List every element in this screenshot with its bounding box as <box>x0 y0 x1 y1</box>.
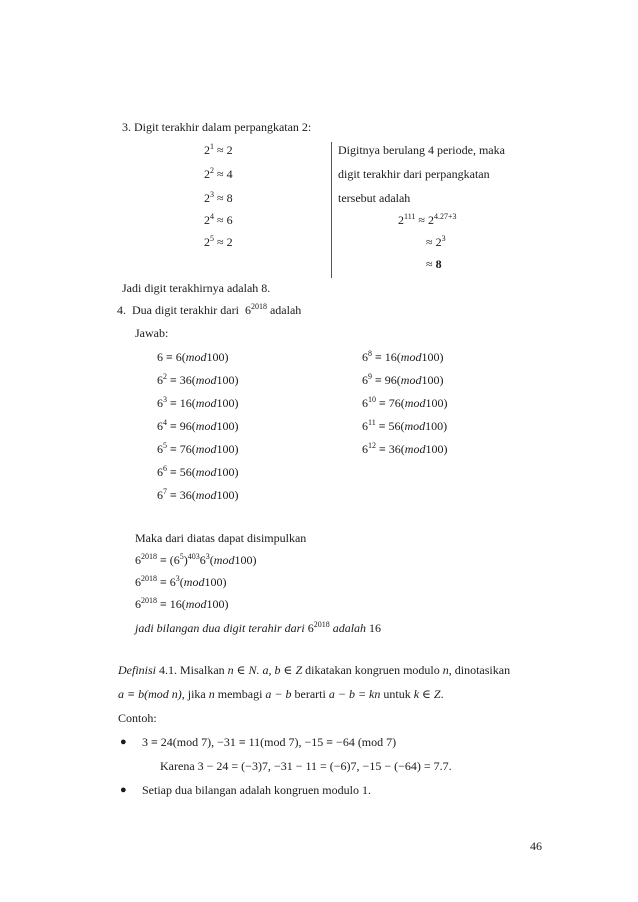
definition-line-2: a ≡ b(mod n), jika n membagi a − b berarti a − b = kn untuk k ∈ Z. <box>118 687 444 701</box>
congruence-step-1: $6^{2018} \equiv (6^5)^{403}6^3(mod100)$ <box>135 552 257 567</box>
mod-row: 6 ≡ 6(mod100) <box>157 350 229 364</box>
congruence-step-2: $6^{2018} \equiv 6^3(mod100)$ <box>135 574 227 589</box>
power-row: $2^3 \approx 8$ <box>204 190 233 205</box>
mod-row: $6^5 \equiv 76(mod100)$ <box>157 441 239 456</box>
mod-row: $6^7 \equiv 36(mod100)$ <box>157 487 239 502</box>
definition-line-1: Definisi 4.1. Misalkan n ∈ N. a, b ∈ Z dikatakan kongruen modulo n, dinotasikan <box>118 663 511 677</box>
page-number: 46 <box>530 839 542 853</box>
section3-heading: 3. Digit terakhir dalam perpangkatan 2: <box>122 120 312 134</box>
example-1-reason: Karena 3 − 24 = (−3)7, −31 − 11 = (−6)7, −15 − (−64) = 7.7. <box>160 759 452 773</box>
calc-line-2: ≈ $2^3$ <box>426 234 446 249</box>
contoh-label: Contoh: <box>118 711 157 725</box>
mod-row: $6^8 \equiv 16(mod100)$ <box>362 349 444 364</box>
power-row: $2^1 \approx 2$ <box>204 142 233 157</box>
right-text-line-1: Digitnya berulang 4 periode, maka <box>338 143 505 157</box>
example-2: Setiap dua bilangan adalah kongruen modulo 1. <box>142 783 371 797</box>
power-row: $2^5 \approx 2$ <box>204 234 233 249</box>
example-1: 3 ≡ 24(mod 7), −31 ≡ 11(mod 7), −15 ≡ −64 (mod 7) <box>142 735 397 749</box>
bullet-icon: ● <box>120 736 127 748</box>
conclusion-intro: Maka dari diatas dapat disimpulkan <box>135 531 307 545</box>
power-row: $2^2 \approx 4$ <box>204 166 233 181</box>
jawab-label: Jawab: <box>135 326 169 340</box>
divider-line <box>331 142 332 278</box>
calc-line-3: ≈ 8 <box>426 257 442 271</box>
mod-row: $6^9 \equiv 96(mod100)$ <box>362 372 444 387</box>
mod-row: $6^{10} \equiv 76(mod100)$ <box>362 395 448 410</box>
calc-line-1: $2^{111} \approx 2^{4.27+3}$ <box>398 212 457 227</box>
mod-row: $6^2 \equiv 36(mod100)$ <box>157 372 239 387</box>
mod-row: $6^{11} \equiv 56(mod100)$ <box>362 418 448 433</box>
power-row: $2^4 \approx 6$ <box>204 212 233 227</box>
section4-question: 4. Dua digit terakhir dari $6^{2018}$ adalah <box>117 302 302 317</box>
mod-row: $6^6 \equiv 56(mod100)$ <box>157 464 239 479</box>
mod-row: $6^{12} \equiv 36(mod100)$ <box>362 441 448 456</box>
mod-row: $6^3 \equiv 16(mod100)$ <box>157 395 239 410</box>
right-text-line-3: tersebut adalah <box>338 191 411 205</box>
congruence-step-3: $6^{2018} \equiv 16(mod100)$ <box>135 596 229 611</box>
right-text-line-2: digit terakhir dari perpangkatan <box>338 167 490 181</box>
mod-row: $6^4 \equiv 96(mod100)$ <box>157 418 239 433</box>
bullet-icon: ● <box>120 784 127 796</box>
section3-conclusion: Jadi digit terakhirnya adalah 8. <box>122 281 271 295</box>
final-answer: jadi bilangan dua digit terahir dari $6^{2018}$ adalah 16 <box>135 620 382 635</box>
